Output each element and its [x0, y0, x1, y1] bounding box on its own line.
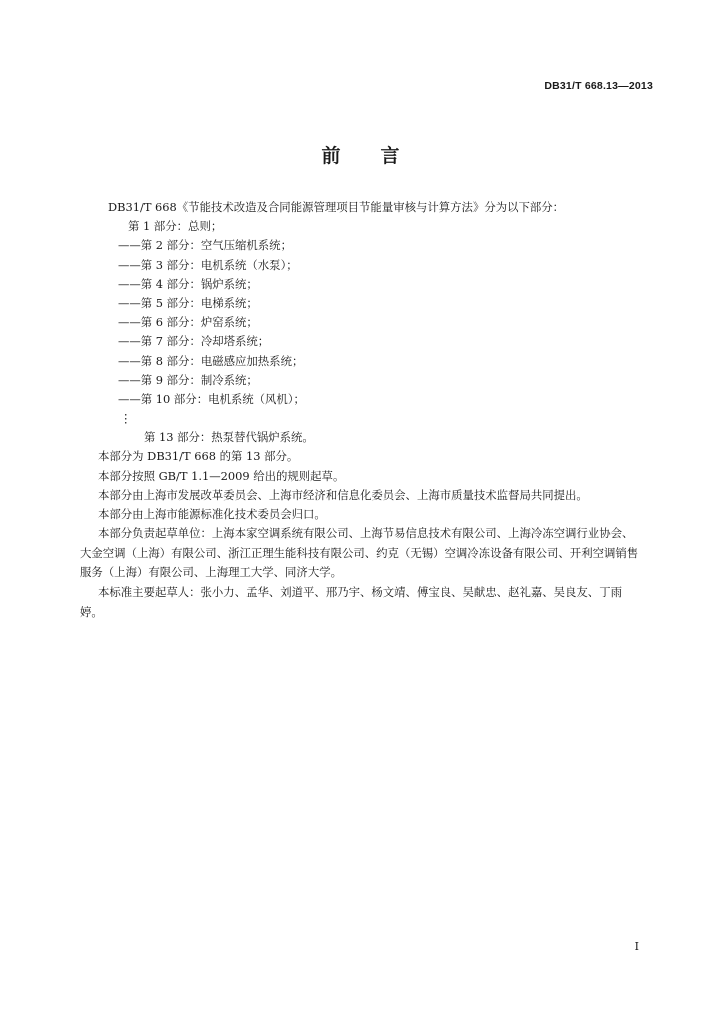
ellipsis-marker: ⋮: [120, 411, 132, 426]
page-title: [0, 141, 721, 168]
part-item: ——第 10 部分：电机系统（风机）；: [118, 391, 305, 406]
drafters-text: 本标准主要起草人：张小力、孟华、刘道平、邢乃宇、杨文靖、傅宝良、吴献忠、赵礼嘉、吴良友、丁雨婷。: [80, 584, 622, 619]
drafting-units-paragraph: [80, 524, 640, 583]
part-item: ——第 4 部分：锅炉系统；: [118, 276, 258, 291]
intro-line: DB31/T 668《节能技术改造及合同能源管理项目节能量审核与计算方法》分为以下部分：: [108, 200, 565, 214]
drafters-paragraph: [80, 583, 640, 622]
statement-line: 本部分按照 GB/T 1.1—2009 给出的规则起草。: [98, 468, 345, 483]
drafting-units-text: 本部分负责起草单位：上海本家空调系统有限公司、上海节易信息技术有限公司、上海冷冻空调行业协会、大金空调（上海）有限公司、浙江正理生能科技有限公司、约克（无锡）空调冷冻设备有限公司、开利空调销售服务（上海）有限公司、上海理工大学、同济大学。: [80, 526, 639, 580]
statement-line: 本部分由上海市能源标准化技术委员会归口。: [98, 507, 326, 521]
title-char-2: 言: [380, 145, 400, 167]
part-item: ——第 6 部分：炉窑系统；: [118, 315, 258, 330]
standard-code: DB31/T 668.13—2013: [544, 80, 653, 92]
part-item: ——第 5 部分：电梯系统；: [118, 295, 258, 310]
part-item: ——第 2 部分：空气压缩机系统；: [118, 238, 292, 253]
page-number: I: [634, 940, 639, 953]
part-item-last: 第 13 部分：热泵替代锅炉系统。: [144, 430, 314, 445]
part-item: ——第 9 部分：制冷系统；: [118, 372, 258, 387]
foreword-body: [80, 198, 668, 622]
part-item: ——第 8 部分：电磁感应加热系统；: [118, 353, 304, 368]
part-item: ——第 3 部分：电机系统（水泵）；: [118, 257, 298, 272]
title-char-1: 前: [321, 145, 341, 167]
part-item: ——第 7 部分：冷却塔系统；: [118, 334, 270, 349]
statement-line: 本部分由上海市发展改革委员会、上海市经济和信息化委员会、上海市质量技术监督局共同提出。: [98, 487, 588, 502]
part-item: 第 1 部分：总则；: [128, 219, 223, 234]
statement-line: 本部分为 DB31/T 668 的第 13 部分。: [98, 449, 299, 464]
